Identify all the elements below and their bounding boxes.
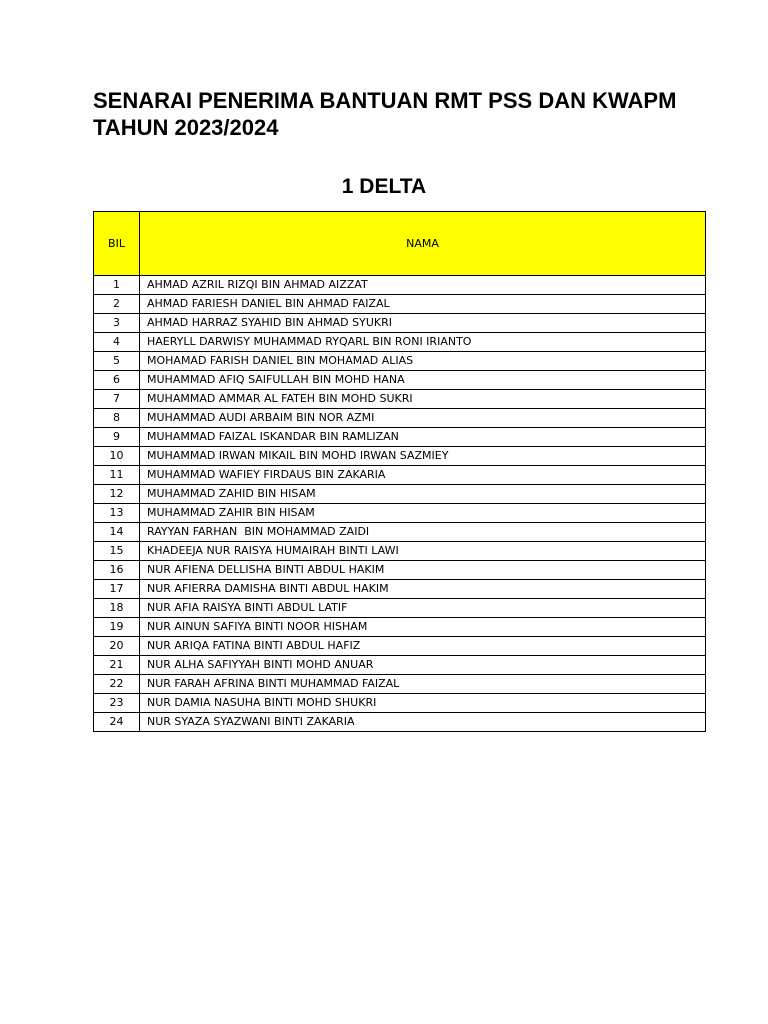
table-row: [94, 447, 706, 466]
recipient-name-cell: AHMAD AZRIL RIZQI BIN AHMAD AIZZAT: [140, 276, 706, 295]
row-number-cell: 24: [94, 713, 140, 732]
column-header-bil: BIL: [94, 212, 140, 276]
row-number-cell: 10: [94, 447, 140, 466]
table-row: [94, 561, 706, 580]
recipient-name-cell: NUR AFIA RAISYA BINTI ABDUL LATIF: [140, 599, 706, 618]
row-number-cell: 21: [94, 656, 140, 675]
row-number-cell: 19: [94, 618, 140, 637]
recipient-name-cell: NUR AINUN SAFIYA BINTI NOOR HISHAM: [140, 618, 706, 637]
table-row: [94, 333, 706, 352]
table-row: [94, 295, 706, 314]
table-header: [94, 212, 706, 276]
row-number-cell: 11: [94, 466, 140, 485]
table-row: [94, 637, 706, 656]
row-number-cell: 13: [94, 504, 140, 523]
table-row: [94, 542, 706, 561]
row-number-cell: 16: [94, 561, 140, 580]
recipient-name-cell: MUHAMMAD AFIQ SAIFULLAH BIN MOHD HANA: [140, 371, 706, 390]
table-row: [94, 276, 706, 295]
recipient-name-cell: NUR DAMIA NASUHA BINTI MOHD SHUKRI: [140, 694, 706, 713]
table-row: [94, 504, 706, 523]
recipient-name-cell: MUHAMMAD ZAHIR BIN HISAM: [140, 504, 706, 523]
column-header-nama: NAMA: [140, 212, 706, 276]
document-title: SENARAI PENERIMA BANTUAN RMT PSS DAN KWAPM TAHUN 2023/2024: [93, 88, 677, 140]
row-number-cell: 15: [94, 542, 140, 561]
recipient-name-cell: NUR AFIENA DELLISHA BINTI ABDUL HAKIM: [140, 561, 706, 580]
table-row: [94, 390, 706, 409]
table-row: [94, 485, 706, 504]
row-number-cell: 6: [94, 371, 140, 390]
table-row: [94, 314, 706, 333]
row-number-cell: 9: [94, 428, 140, 447]
row-number-cell: 14: [94, 523, 140, 542]
recipient-name-cell: NUR ALHA SAFIYYAH BINTI MOHD ANUAR: [140, 656, 706, 675]
recipient-name-cell: MUHAMMAD IRWAN MIKAIL BIN MOHD IRWAN SAZMIEY: [140, 447, 706, 466]
recipient-name-cell: RAYYAN FARHAN BIN MOHAMMAD ZAIDI: [140, 523, 706, 542]
recipient-name-cell: MUHAMMAD FAIZAL ISKANDAR BIN RAMLIZAN: [140, 428, 706, 447]
recipient-name-cell: NUR FARAH AFRINA BINTI MUHAMMAD FAIZAL: [140, 675, 706, 694]
row-number-cell: 17: [94, 580, 140, 599]
table-row: [94, 713, 706, 732]
table-row: [94, 466, 706, 485]
row-number-cell: 2: [94, 295, 140, 314]
row-number-cell: 5: [94, 352, 140, 371]
table-row: [94, 428, 706, 447]
table-row: [94, 656, 706, 675]
recipient-name-cell: MUHAMMAD WAFIEY FIRDAUS BIN ZAKARIA: [140, 466, 706, 485]
table-row: [94, 371, 706, 390]
row-number-cell: 12: [94, 485, 140, 504]
class-name-heading: 1 DELTA: [341, 175, 427, 198]
row-number-cell: 20: [94, 637, 140, 656]
recipient-name-cell: NUR ARIQA FATINA BINTI ABDUL HAFIZ: [140, 637, 706, 656]
recipient-name-cell: MUHAMMAD AUDI ARBAIM BIN NOR AZMI: [140, 409, 706, 428]
row-number-cell: 23: [94, 694, 140, 713]
recipient-name-cell: NUR AFIERRA DAMISHA BINTI ABDUL HAKIM: [140, 580, 706, 599]
recipient-name-cell: MOHAMAD FARISH DANIEL BIN MOHAMAD ALIAS: [140, 352, 706, 371]
recipient-name-cell: AHMAD HARRAZ SYAHID BIN AHMAD SYUKRI: [140, 314, 706, 333]
table-row: [94, 694, 706, 713]
recipient-name-cell: MUHAMMAD AMMAR AL FATEH BIN MOHD SUKRI: [140, 390, 706, 409]
recipient-name-cell: AHMAD FARIESH DANIEL BIN AHMAD FAIZAL: [140, 295, 706, 314]
row-number-cell: 3: [94, 314, 140, 333]
table-row: [94, 675, 706, 694]
row-number-cell: 8: [94, 409, 140, 428]
table-body: [94, 276, 706, 732]
table-row: [94, 352, 706, 371]
row-number-cell: 7: [94, 390, 140, 409]
table-row: [94, 599, 706, 618]
table-row: [94, 409, 706, 428]
row-number-cell: 22: [94, 675, 140, 694]
recipient-name-cell: HAERYLL DARWISY MUHAMMAD RYQARL BIN RONI IRIANTO: [140, 333, 706, 352]
recipient-name-cell: NUR SYAZA SYAZWANI BINTI ZAKARIA: [140, 713, 706, 732]
row-number-cell: 1: [94, 276, 140, 295]
table-row: [94, 618, 706, 637]
table-header-row: [94, 212, 706, 276]
recipient-name-cell: KHADEEJA NUR RAISYA HUMAIRAH BINTI LAWI: [140, 542, 706, 561]
table-row: [94, 523, 706, 542]
table-row: [94, 580, 706, 599]
recipients-table: [93, 211, 706, 732]
row-number-cell: 4: [94, 333, 140, 352]
recipient-name-cell: MUHAMMAD ZAHID BIN HISAM: [140, 485, 706, 504]
row-number-cell: 18: [94, 599, 140, 618]
